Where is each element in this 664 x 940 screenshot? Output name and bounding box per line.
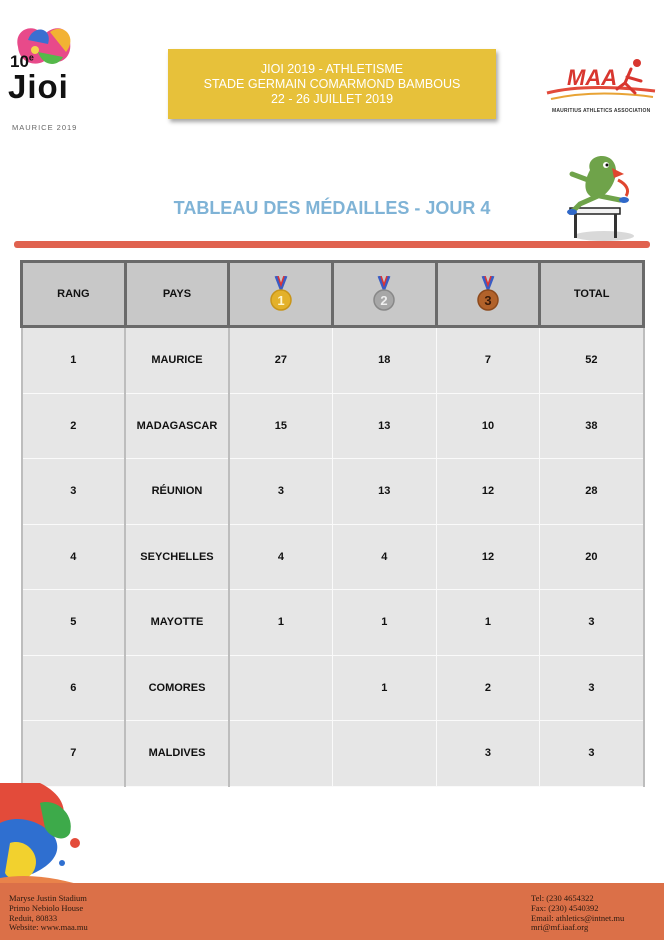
cell-bronze: 10 [436, 393, 540, 459]
cell-silver: 1 [332, 655, 436, 721]
cell-gold [229, 721, 333, 787]
cell-pays: MAYOTTE [125, 590, 229, 656]
footer-email[interactable]: Email: athletics@intnet.mu [531, 912, 625, 923]
cell-gold: 27 [229, 327, 333, 394]
cell-silver: 1 [332, 590, 436, 656]
silver-medal-number: 2 [380, 293, 388, 308]
event-title-line3: 22 - 26 JUILLET 2019 [270, 91, 394, 106]
cell-bronze: 1 [436, 590, 540, 656]
cell-rang: 2 [22, 393, 126, 459]
event-title-line2: STADE GERMAIN COMARMOND BAMBOUS [203, 76, 461, 91]
table-row [22, 393, 644, 459]
jioi-logo-word: Jioi [8, 68, 69, 105]
cell-total: 52 [540, 327, 644, 394]
cell-rang: 3 [22, 459, 126, 525]
jioi-logo-subtitle: MAURICE 2019 [12, 123, 78, 132]
maa-logo-text: MAA [567, 65, 618, 90]
cell-bronze: 7 [436, 327, 540, 394]
cell-silver [332, 721, 436, 787]
footer-address-line: Maryse Justin Stadium [9, 893, 87, 903]
header-total: TOTAL [540, 262, 644, 327]
cell-bronze: 12 [436, 524, 540, 590]
cell-rang: 6 [22, 655, 126, 721]
cell-total: 38 [540, 393, 644, 459]
table-row [22, 721, 644, 787]
table-row [22, 655, 644, 721]
cell-bronze: 12 [436, 459, 540, 525]
event-title-line1: JIOI 2019 - ATHLETISME [260, 61, 404, 76]
header-silver [332, 262, 436, 327]
table-header-row [22, 262, 644, 327]
table-row [22, 327, 644, 394]
paint-splash-decoration-icon [0, 783, 140, 893]
cell-pays: RÉUNION [125, 459, 229, 525]
cell-rang: 4 [22, 524, 126, 590]
maa-logo-icon [545, 55, 657, 115]
cell-bronze: 2 [436, 655, 540, 721]
cell-total: 3 [540, 590, 644, 656]
cell-gold: 1 [229, 590, 333, 656]
cell-gold: 15 [229, 393, 333, 459]
gold-medal-icon [269, 276, 293, 312]
maa-logo-subtitle: MAURITIUS ATHLETICS ASSOCIATION [552, 108, 651, 114]
footer-phone: Tel: (230 4654322 [531, 893, 594, 903]
footer-fax: Fax: (230) 4540392 [531, 902, 599, 913]
cell-rang: 1 [22, 327, 126, 394]
cell-total: 3 [540, 721, 644, 787]
gold-medal-number: 1 [277, 293, 285, 308]
heading-divider [14, 241, 650, 248]
event-title-box [168, 49, 496, 119]
cell-bronze: 3 [436, 721, 540, 787]
header-pays: PAYS [125, 262, 229, 327]
footer-address-line: Primo Nebiolo House [9, 902, 84, 913]
cell-gold: 4 [229, 524, 333, 590]
footer-email-2[interactable]: mri@mf.iaaf.org [531, 922, 589, 933]
cell-pays: MADAGASCAR [125, 393, 229, 459]
table-row [22, 459, 644, 525]
cell-rang: 5 [22, 590, 126, 656]
footer-address-line: Reduit, 80833 [9, 912, 58, 923]
cell-gold [229, 655, 333, 721]
bronze-medal-icon [476, 276, 500, 312]
header-rang: RANG [22, 262, 126, 327]
footer [0, 883, 664, 940]
footer-website[interactable]: Website: www.maa.mu [9, 922, 88, 933]
cell-gold: 3 [229, 459, 333, 525]
header-bronze [436, 262, 540, 327]
cell-silver: 4 [332, 524, 436, 590]
cell-pays: MALDIVES [125, 721, 229, 787]
silver-medal-icon [372, 276, 396, 312]
cell-silver: 13 [332, 393, 436, 459]
cell-pays: SEYCHELLES [125, 524, 229, 590]
cell-total: 28 [540, 459, 644, 525]
table-row [22, 590, 644, 656]
cell-total: 20 [540, 524, 644, 590]
jioi-logo-number: 10e [10, 52, 34, 71]
header-gold [229, 262, 333, 327]
footer-contact [531, 894, 624, 933]
medal-table [20, 260, 645, 787]
cell-silver: 13 [332, 459, 436, 525]
cell-pays: COMORES [125, 655, 229, 721]
bronze-medal-number: 3 [484, 293, 492, 308]
footer-address [9, 894, 88, 933]
cell-rang: 7 [22, 721, 126, 787]
cell-pays: MAURICE [125, 327, 229, 394]
table-row [22, 524, 644, 590]
page-title: TABLEAU DES MÉDAILLES - JOUR 4 [173, 198, 491, 218]
cell-total: 3 [540, 655, 644, 721]
cell-silver: 18 [332, 327, 436, 394]
